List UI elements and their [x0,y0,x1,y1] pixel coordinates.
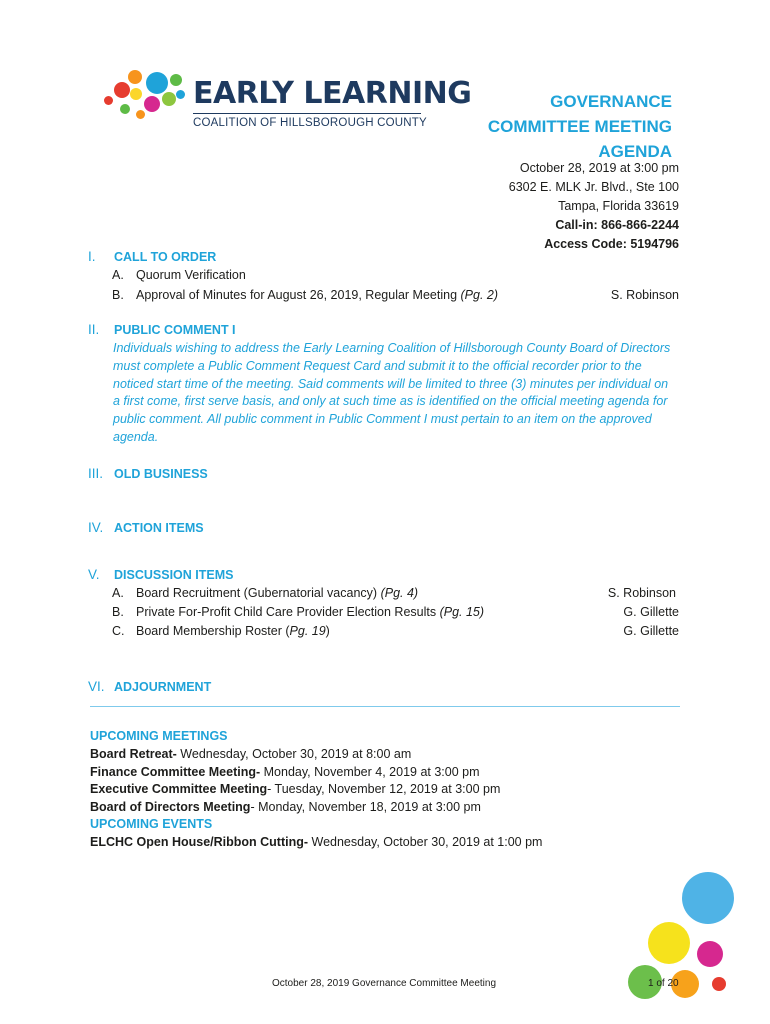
section-action-items [88,520,204,535]
presenter-5a: S. Robinson [607,586,676,600]
section-call-to-order [88,249,216,264]
meeting-address-1: 6302 E. MLK Jr. Blvd., Ste 100 [508,180,679,194]
logo-dot-green [170,74,182,86]
presenter-5c: G. Gillette [623,624,679,638]
logo-dot-yellow [130,88,142,100]
logo-subtitle: COALITION OF HILLSBOROUGH COUNTY [193,117,427,129]
page-ref: Pg. 19 [289,624,326,638]
divider [90,706,680,707]
logo-dot-small-blue [176,90,185,99]
section-number: III. [88,466,104,481]
logo-title: EARLY LEARNING [193,76,472,111]
upcoming-meetings-heading: UPCOMING MEETINGS [90,729,228,743]
section-adjournment [88,679,211,694]
document-title [488,89,672,164]
decor-dot-red [712,977,726,991]
section-number: VI. [88,679,105,694]
logo-dot-lime [162,92,176,106]
upcoming-meeting-1: Board Retreat- Wednesday, October 30, 2019 at 8:00 am [90,747,412,761]
section-title: ADJOURNMENT [114,680,212,694]
upcoming-meeting-3: Executive Committee Meeting- Tuesday, November 12, 2019 at 3:00 pm [90,782,501,796]
upcoming-event-1: ELCHC Open House/Ribbon Cutting- Wednesday, October 30, 2019 at 1:00 pm [90,835,543,849]
logo-dot-orange [128,70,142,84]
meeting-details [509,159,679,254]
section-discussion-items [88,567,233,582]
section-public-comment [88,322,236,337]
agenda-item-5b: B. Private For-Profit Child Care Provider Election Results (Pg. 15) [112,605,485,619]
callin-number: Call-in: 866-866-2244 [555,218,679,232]
upcoming-events-heading: UPCOMING EVENTS [90,817,213,831]
access-code: Access Code: 5194796 [544,237,679,251]
page-ref: (Pg. 15) [439,605,485,619]
public-comment-text: Individuals wishing to address the Early Learning Coalition of Hillsborough County Board of Directors must complete a Public Comment Request Card and submit it to the official recorder prior to the noticed start time of the meeting. Said comments will be limited to three (3) minutes per individual on a first come, first serve basis, and only at such time as is identified on the official meeting agenda for public comment. All public comment in Public Comment I must pertain to an item on the approved agenda. [113,341,671,444]
meeting-date: October 28, 2019 at 3:00 pm [519,161,679,175]
agenda-item-1a: A. Quorum Verification [112,268,246,282]
agenda-item-5a: A. Board Recruitment (Gubernatorial vacancy) (Pg. 4) [112,586,419,600]
title-line-1: GOVERNANCE [550,92,672,111]
agenda-item-1b: B. Approval of Minutes for August 26, 2019, Regular Meeting (Pg. 2) [112,288,499,302]
upcoming-meeting-4: Board of Directors Meeting- Monday, November 18, 2019 at 3:00 pm [90,800,481,814]
decor-dot-magenta [697,941,723,967]
section-number: IV. [88,520,104,535]
section-number: V. [88,567,100,582]
decor-dot-blue [682,872,734,924]
presenter-5b: G. Gillette [623,605,679,619]
decor-dot-yellow [648,922,690,964]
section-title: DISCUSSION ITEMS [114,568,234,582]
section-title: PUBLIC COMMENT I [114,323,236,337]
section-number: II. [88,322,100,337]
logo-dot-small-red [104,96,113,105]
section-number: I. [88,249,96,264]
logo-divider [193,113,421,114]
page-ref: (Pg. 2) [460,288,499,302]
logo-dot-red [114,82,130,98]
section-title: CALL TO ORDER [114,250,217,264]
logo-dots [100,66,190,126]
logo-dot-small-orange [136,110,145,119]
section-title: ACTION ITEMS [114,521,204,535]
upcoming-meeting-2: Finance Committee Meeting- Monday, November 4, 2019 at 3:00 pm [90,765,480,779]
title-line-3: AGENDA [598,142,672,161]
page-number: 1 of 20 [648,978,679,989]
logo-dot-blue-large [146,72,168,94]
page-footer: October 28, 2019 Governance Committee Meeting [272,978,497,989]
page-ref: (Pg. 4) [380,586,419,600]
logo-dot-magenta [144,96,160,112]
section-old-business [88,466,208,481]
logo-dot-small-green [120,104,130,114]
section-title: OLD BUSINESS [114,467,208,481]
presenter-1b: S. Robinson [610,288,679,302]
meeting-address-2: Tampa, Florida 33619 [558,199,679,213]
title-line-2: COMMITTEE MEETING [487,117,672,136]
agenda-item-5c: C. Board Membership Roster (Pg. 19) [112,624,330,638]
